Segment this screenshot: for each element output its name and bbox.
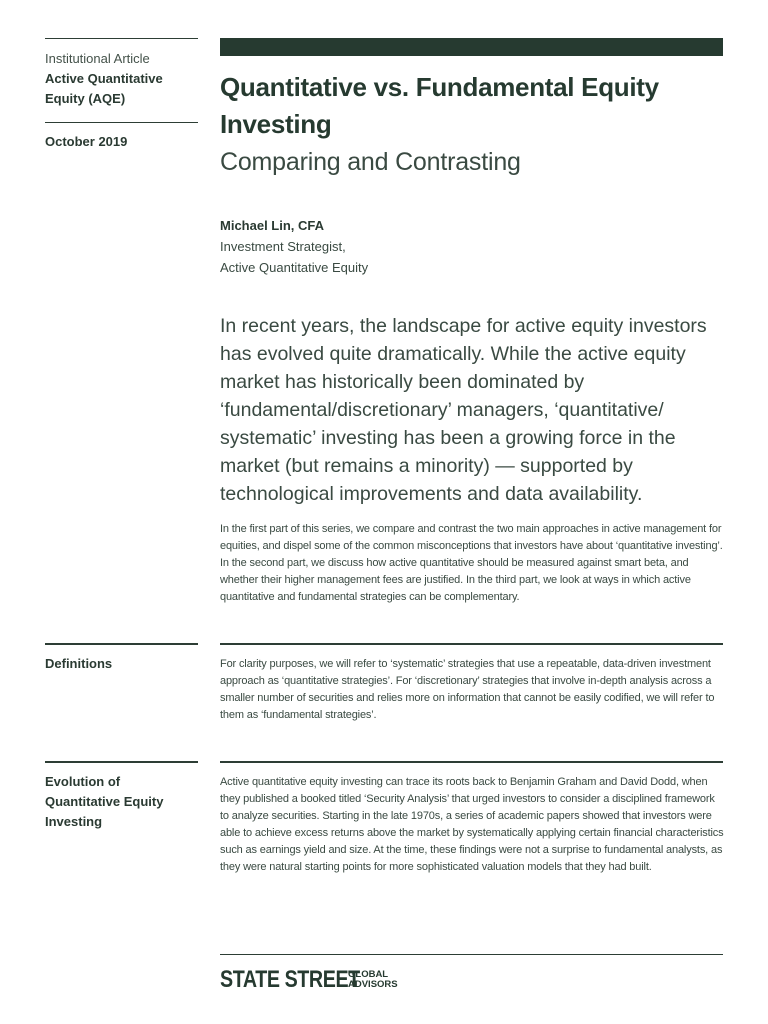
page-title: Quantitative vs. Fundamental Equity Investing [220, 72, 659, 139]
section-rule-left [45, 643, 198, 645]
sidebar-divider [45, 122, 198, 123]
state-street-logo [220, 966, 398, 994]
footer-rule [220, 954, 723, 955]
author-role-line-1: Investment Strategist, [220, 239, 346, 254]
intro-paragraph: In the first part of this series, we compare and contrast the two main approaches in active management for equities, and dispel some of the common misconceptions that investors have about ‘quantitative investing’. In the second part, we discuss how active quantitative should be measured against smart beta, and whether their higher management fees are justified. In the third part, we look at ways in which active quantitative and fundamental strategies can be complementary. [220, 523, 723, 603]
logo-wordmark: STATE STREET [220, 966, 360, 993]
article-category: Institutional Article [45, 51, 150, 66]
page-subtitle: Comparing and Contrasting [220, 148, 521, 176]
section-heading-definitions: Definitions [45, 656, 113, 671]
author-role-line-2: Active Quantitative Equity [220, 260, 369, 275]
lead-paragraph: In recent years, the landscape for active equity investors has evolved quite dramatically. While the active equity market has historically been dominated by ‘fundamental/discretionary’ managers, ‘quantitative/ systematic’ investing has been a growing force in the market (but remains a minority) — supported by technological improvements and data availability. [220, 315, 707, 505]
header-bar [220, 38, 723, 56]
logo-sub-global: GLOBAL [348, 969, 389, 980]
section-rule-left [45, 761, 198, 763]
section-body-evolution: Active quantitative equity investing can trace its roots back to Benjamin Graham and David Dodd, when they published a booked titled ‘Security Analysis’ that urged investors to consider a disciplined framework to analyze securities. Starting in the late 1970s, a series of academic papers showed that investors were able to achieve excess returns above the market by systematically applying certain financial characteristics such as earnings yield and size. At the time, these findings were not a surprise to fundamental analysts, as they were natural starting points for more sophisticated valuation models that they had built. [220, 776, 724, 873]
publication-date: October 2019 [45, 134, 128, 149]
author-name: Michael Lin, CFA [220, 218, 325, 233]
section-rule-right [220, 761, 723, 763]
author-role [220, 236, 368, 278]
section-rule-right [220, 643, 723, 645]
sidebar-top-rule [45, 38, 198, 39]
logo-sub-advisors: ADVISORS [348, 979, 398, 990]
section-heading-evolution: Evolution of Quantitative Equity Investing [45, 774, 164, 829]
section-body-definitions: For clarity purposes, we will refer to ‘systematic’ strategies that use a repeatable, data-driven investment approach as ‘quantitative strategies’. For ‘discretionary’ strategies that involve in-depth analysis across a smaller number of securities and relies more on information that cannot be easily codified, we will refer to them as ‘fundamental strategies’. [220, 658, 715, 721]
product-name: Active Quantitative Equity (AQE) [45, 71, 163, 106]
